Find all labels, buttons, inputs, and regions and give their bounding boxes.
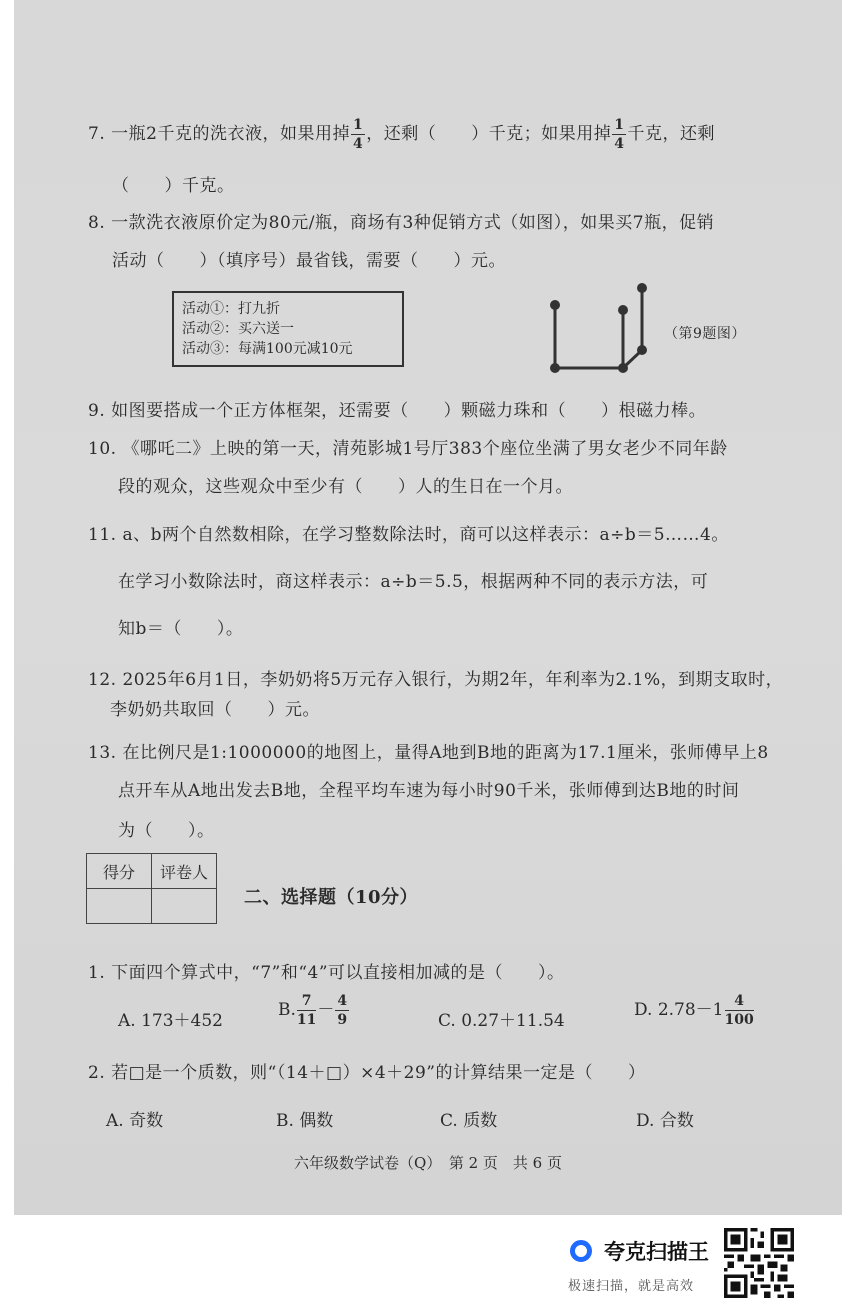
- q10-line1: 10. 《哪吒二》上映的第一天，清苑影城1号厅383个座位坐满了男女老少不同年龄: [88, 439, 728, 459]
- grader-header: 评卷人: [152, 854, 217, 889]
- q13-line1: 13. 在比例尺是1:1000000的地图上，量得A地到B地的距离为17.1厘米，张师傅早上8: [88, 743, 769, 763]
- q10-line2: 段的观众，这些观众中至少有（ ）人的生日在一个月。: [118, 477, 573, 497]
- quark-logo-icon: [570, 1240, 592, 1262]
- brand-name: 夸克扫描王: [604, 1240, 709, 1264]
- fraction-one-quarter: $\frac{1}{4}$: [352, 117, 364, 152]
- q11-line3: 知b＝（ ）。: [118, 619, 244, 639]
- fraction-one-quarter-kg: $\frac{1}{4}$: [614, 117, 625, 152]
- score-table: [86, 853, 217, 924]
- score-cell: [87, 889, 152, 924]
- mc1-stem: 1. 下面四个算式中，“7”和“4”可以直接相加减的是（ ）。: [88, 963, 565, 983]
- fraction: $\frac{4}{100}$: [724, 993, 754, 1028]
- q7-line2: （ ）千克。: [112, 176, 235, 196]
- q11-line2: 在学习小数除法时，商这样表示：a÷b＝5.5，根据两种不同的表示方法，可: [118, 572, 709, 592]
- q7-line1: 7. 一瓶2千克的洗衣液，如果用掉 $\frac{1}{4}$ ，还剩（ ）千克；如果用掉 $\frac{1}{4}$ 千克，还剩: [88, 117, 715, 152]
- page-footer: 六年级数学试卷（Q） 第 2 页 共 6 页: [294, 1154, 562, 1172]
- q8-line1: 8. 一款洗衣液原价定为80元/瓶，商场有3种促销方式（如图），如果买7瓶，促销: [88, 213, 715, 233]
- mc1-option-d: D. 2.78－1 $\frac{4}{100}$: [634, 993, 754, 1028]
- fraction: $\frac{4}{9}$: [337, 993, 348, 1028]
- mc2-option-b: B. 偶数: [276, 1111, 334, 1131]
- grader-cell: [152, 889, 217, 924]
- q9-text: 9. 如图要搭成一个正方体框架，还需要（ ）颗磁力珠和（ ）根磁力棒。: [88, 401, 707, 421]
- figure-caption: （第9题图）: [664, 326, 746, 342]
- q11-line1: 11. a、b两个自然数相除，在学习整数除法时，商可以这样表示：a÷b＝5……4。: [88, 525, 729, 545]
- brand-slogan: 极速扫描，就是高效: [568, 1279, 695, 1294]
- mc2-stem: 2. 若□是一个质数，则“（14＋□）×4＋29”的计算结果一定是（ ）: [88, 1063, 646, 1083]
- promo-item: 活动③：每满100元减10元: [182, 341, 353, 357]
- q12-line1: 12. 2025年6月1日，李奶奶将5万元存入银行，为期2年，年利率为2.1%，到期支取时，: [88, 670, 784, 690]
- mc2-option-c: C. 质数: [440, 1111, 498, 1131]
- mc1-option-b: B. $\frac{7}{11}$ － $\frac{4}{9}$: [278, 993, 348, 1028]
- promo-item: 活动①：打九折: [182, 301, 280, 317]
- qr-code-icon: [724, 1228, 794, 1298]
- q13-line3: 为（ ）。: [118, 821, 215, 841]
- q13-line2: 点开车从A地出发去B地，全程平均车速为每小时90千米，张师傅到达B地的时间: [118, 781, 740, 801]
- q12-line2: 李奶奶共取回（ ）元。: [110, 700, 320, 720]
- score-header: 得分: [87, 854, 152, 889]
- mc2-option-d: D. 合数: [636, 1111, 694, 1131]
- mc1-option-c: C. 0.27＋11.54: [438, 1011, 565, 1031]
- mc1-option-a: A. 173＋452: [118, 1011, 223, 1031]
- section-title: 二、选择题（10分）: [244, 887, 419, 908]
- promo-box: [172, 291, 404, 367]
- cube-frame-figure: [540, 280, 660, 380]
- fraction: $\frac{7}{11}$: [296, 993, 317, 1028]
- mc2-option-a: A. 奇数: [106, 1111, 164, 1131]
- q8-line2: 活动（ ）（填序号）最省钱，需要（ ）元。: [112, 251, 506, 271]
- promo-item: 活动②：买六送一: [182, 321, 294, 337]
